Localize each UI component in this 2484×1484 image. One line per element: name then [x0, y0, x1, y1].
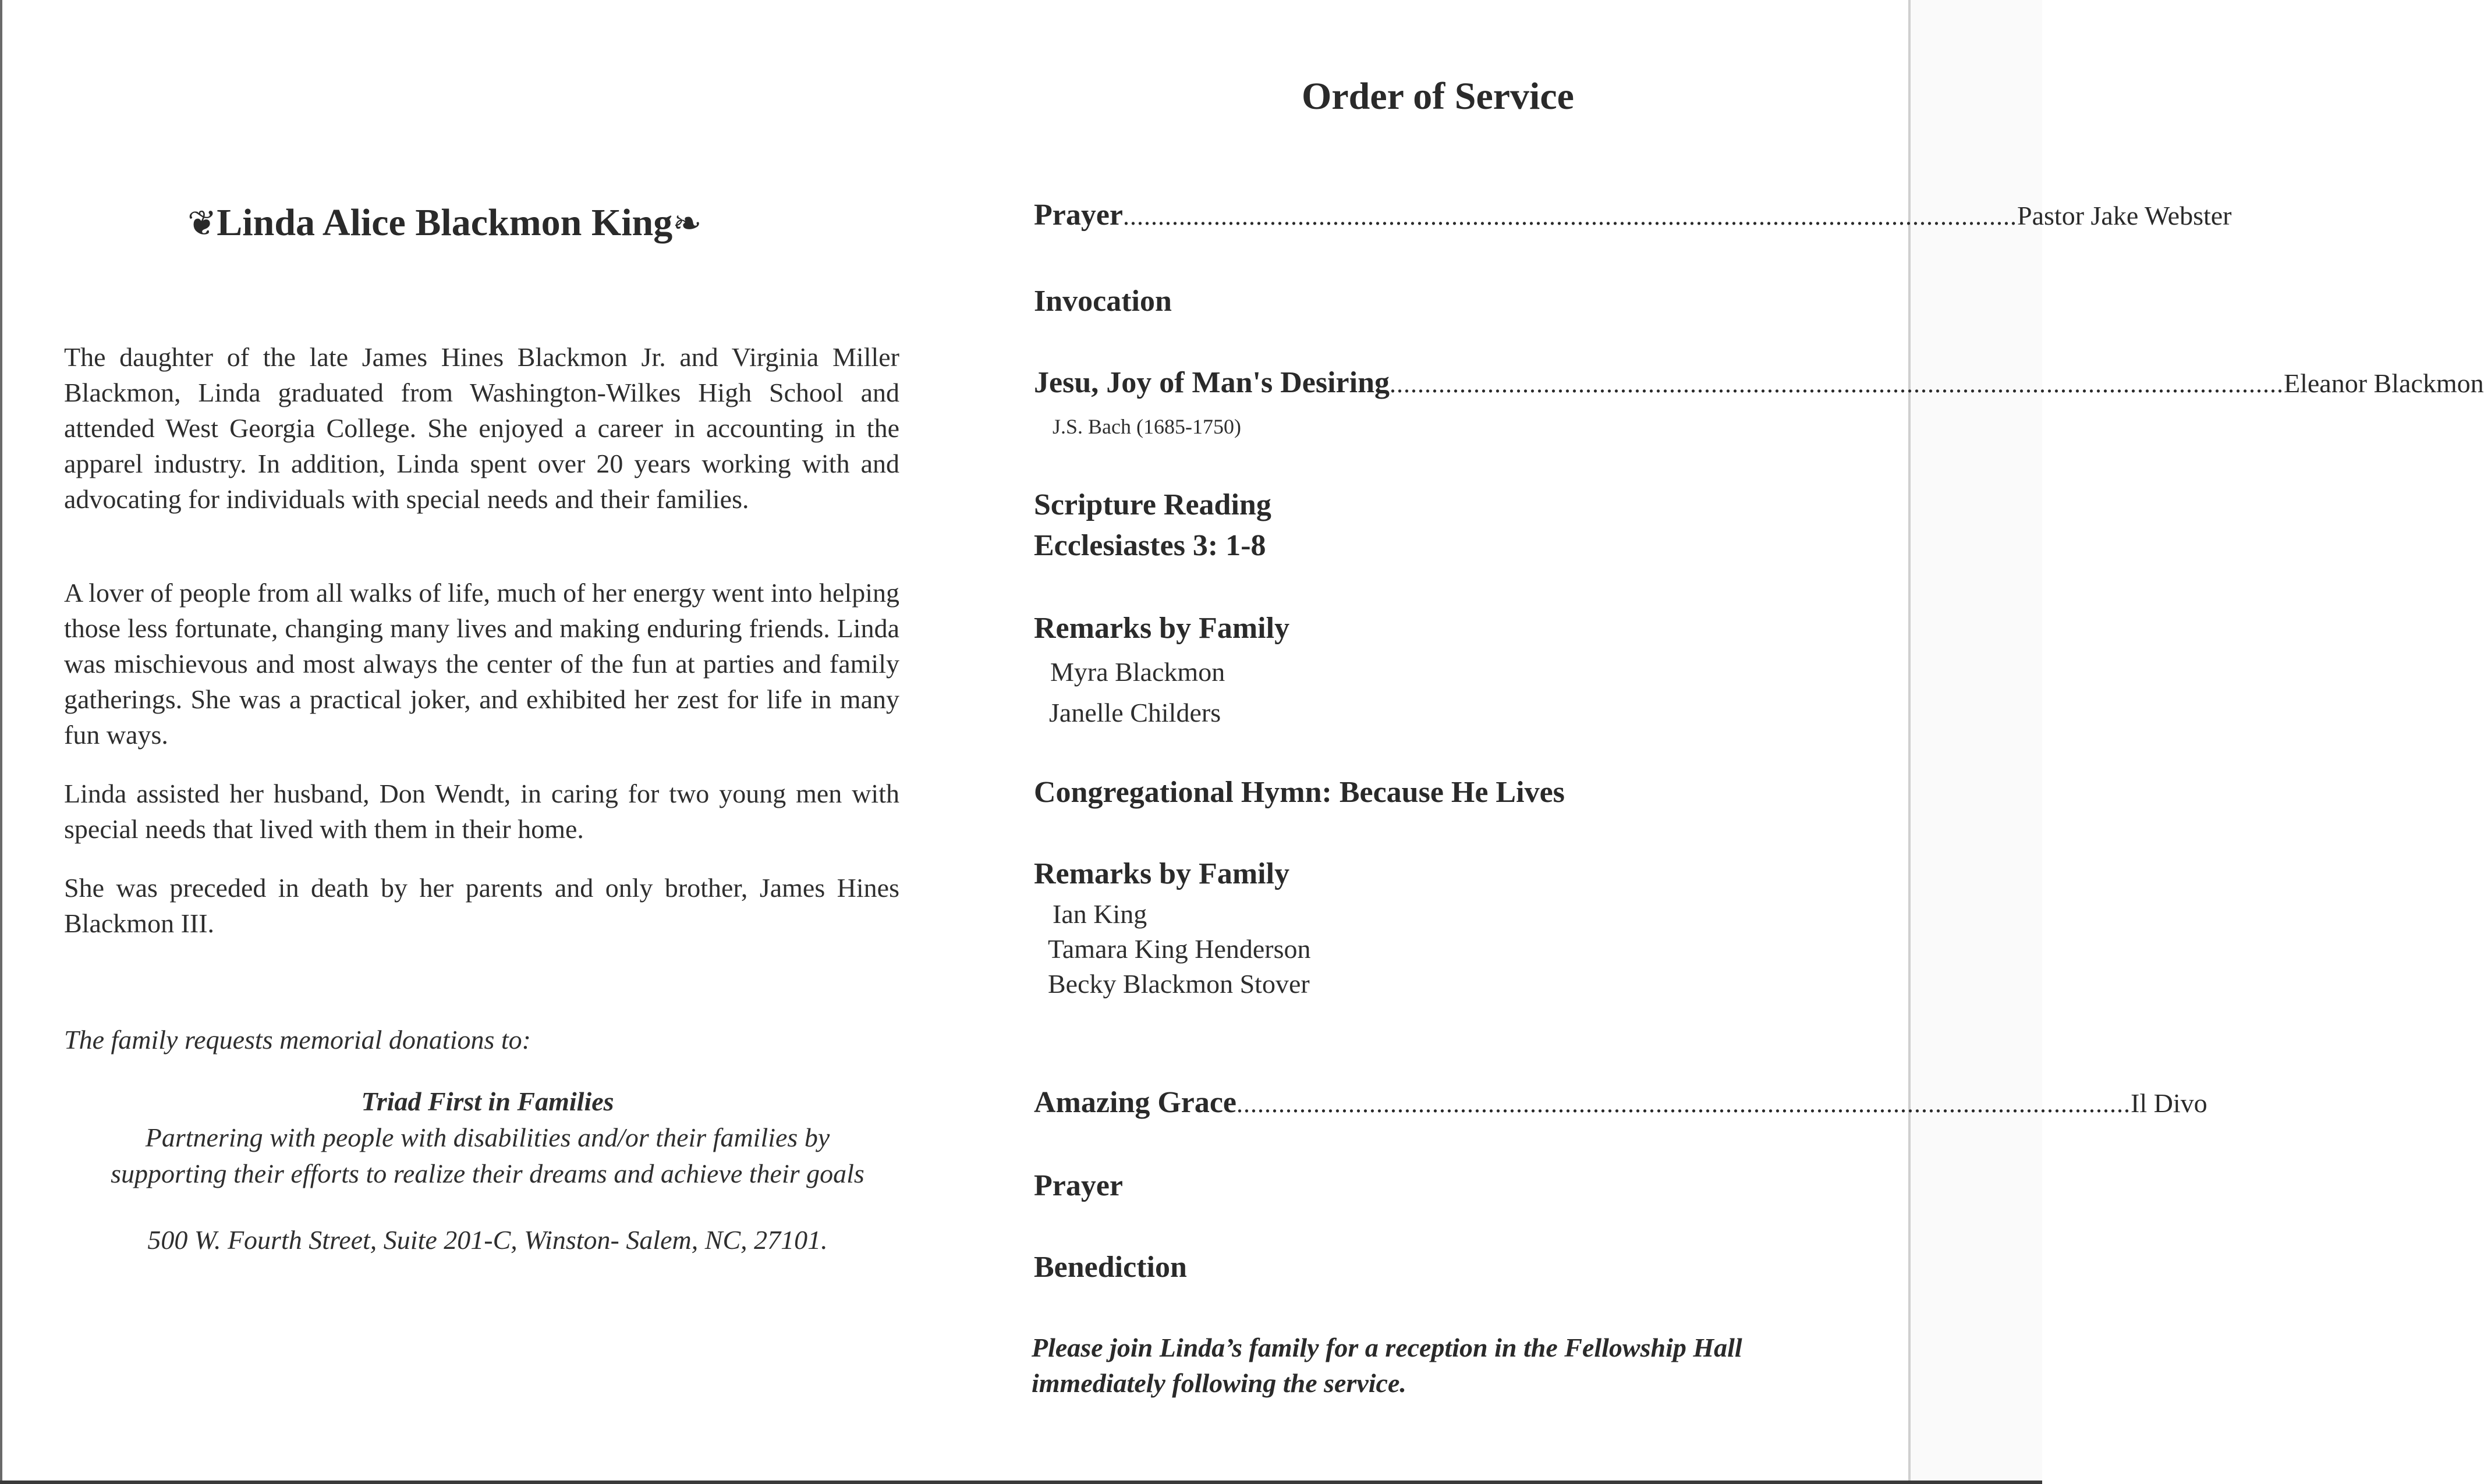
page-bottom-edge — [0, 1481, 2042, 1484]
service-item-amazing-grace — [1034, 1085, 2207, 1126]
scripture-reference: Ecclesiastes 3: 1-8 — [1034, 529, 1266, 562]
left-ornament-icon: ❦ — [187, 204, 217, 243]
order-of-service-title: Order of Service — [1302, 75, 1574, 118]
service-item-remarks-1: Remarks by Family — [1034, 612, 1290, 645]
reception-note: Please join Linda’s family for a reception in the Fellowship Hall immediately following the service. — [1032, 1333, 1742, 1398]
right-ornament-icon: ❧ — [672, 204, 702, 243]
bio-paragraph-4: She was preceded in death by her parents and only brother, James Hines Blackmon III. — [64, 873, 899, 938]
bio-paragraph-1: The daughter of the late James Hines Blackmon Jr. and Virginia Miller Blackmon, Linda graduated from Washington-Wilkes High School and attended West Georgia College. She enjoyed a career in accounting in the apparel industry. In addition, Linda spent over 20 years working with and advocating for individuals with special needs and their families. — [64, 342, 899, 514]
speaker-name: Tamara King Henderson — [1048, 934, 1311, 964]
page-left-edge — [0, 0, 2, 1484]
bio-paragraph-3: Linda assisted her husband, Don Wendt, in caring for two young men with special needs that lived with them in their home. — [64, 779, 899, 844]
service-item-invocation: Invocation — [1034, 285, 1172, 318]
charity-block — [35, 1084, 940, 1192]
service-item-performer: Pastor Jake Webster — [2017, 201, 2232, 230]
service-item-hymn: Congregational Hymn: Because He Lives — [1034, 776, 1565, 809]
obituary-title-text: Linda Alice Blackmon King — [217, 201, 673, 244]
service-item-prayer-2: Prayer — [1034, 1169, 1124, 1202]
charity-description-line-2: supporting their efforts to realize their dreams and achieve their goals — [111, 1159, 864, 1188]
speaker-name: Myra Blackmon — [1050, 657, 1225, 687]
service-item-scripture-reading: Scripture Reading — [1034, 488, 1271, 521]
speaker-name: Ian King — [1053, 899, 1147, 929]
service-item-jesu — [1034, 365, 2484, 406]
speaker-name: Janelle Childers — [1049, 698, 1221, 727]
dot-leader: ................................................................................................................................ — [1123, 202, 2018, 230]
speaker-name: Becky Blackmon Stover — [1048, 969, 1310, 999]
obituary-title — [187, 201, 702, 245]
charity-name: Triad First in Families — [361, 1087, 614, 1116]
service-item-label: Prayer — [1034, 198, 1124, 232]
composer-credit: J.S. Bach (1685-1750) — [1053, 415, 1241, 438]
service-item-label: Jesu, Joy of Man's Desiring — [1034, 366, 1390, 399]
service-item-performer: Eleanor Blackmon — [2284, 368, 2484, 398]
charity-description-line-1: Partnering with people with disabilities and/or their families by — [145, 1123, 830, 1152]
service-item-remarks-2: Remarks by Family — [1034, 857, 1290, 890]
donation-intro: The family requests memorial donations to: — [64, 1025, 531, 1055]
dot-leader: ................................................................................................................................ — [1236, 1089, 2131, 1118]
service-item-performer: Il Divo — [2131, 1088, 2207, 1118]
charity-address: 500 W. Fourth Street, Suite 201-C, Winston- Salem, NC, 27101. — [147, 1225, 828, 1255]
service-item-label: Amazing Grace — [1034, 1086, 1237, 1119]
dot-leader: ................................................................................................................................ — [1390, 370, 2284, 398]
service-item-benediction: Benediction — [1034, 1251, 1187, 1284]
service-item-prayer — [1034, 198, 2232, 239]
bio-paragraph-2: A lover of people from all walks of life, much of her energy went into helping those less fortunate, changing many lives and making enduring friends. Linda was mischievous and most always the center of the fun at parties and family gatherings. She was a practical joker, and exhibited her zest for life in many fun ways. — [64, 578, 899, 750]
